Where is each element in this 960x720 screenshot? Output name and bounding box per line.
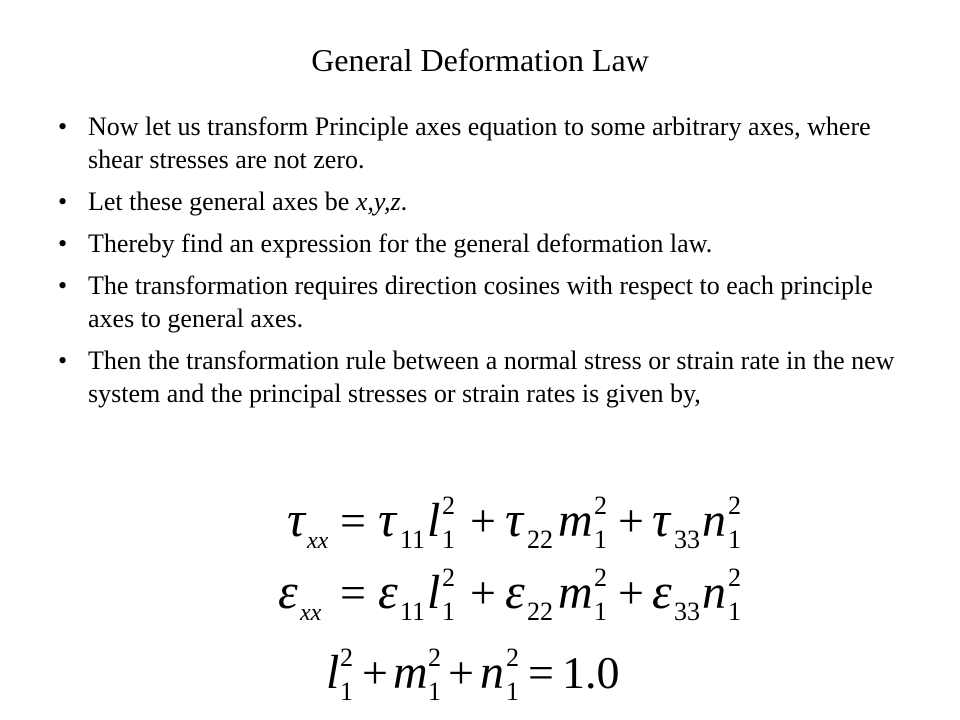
eq-subscript: 1 <box>428 677 441 706</box>
bullet-text: Thereby find an expression for the general deformation law. <box>88 229 713 258</box>
bullet-item <box>58 344 898 410</box>
eq-subscript: xx <box>300 600 322 626</box>
equations-svg <box>0 478 960 718</box>
eq-operator: = <box>340 567 366 618</box>
eq-subscript: 1 <box>728 597 741 626</box>
bullet-text: Now let us transform Principle axes equation to some arbitrary axes, where shear stresses are not zero. <box>88 112 871 174</box>
eq-symbol: ε <box>278 563 298 619</box>
bullet-text-plain: Let these general axes be <box>88 187 356 216</box>
equation-direction-cosine-identity <box>326 643 620 706</box>
slide-title: General Deformation Law <box>311 42 649 78</box>
eq-superscript: 2 <box>442 491 455 520</box>
eq-subscript: 1 <box>442 597 455 626</box>
bullet-text-italic: x,y,z <box>355 187 401 216</box>
eq-superscript: 2 <box>428 643 441 672</box>
eq-operator: + <box>618 567 644 618</box>
eq-subscript: 1 <box>594 525 607 554</box>
bullet-marker: • <box>58 187 68 216</box>
eq-superscript: 2 <box>442 563 455 592</box>
bullet-item <box>58 269 898 335</box>
eq-variable: m <box>558 566 593 619</box>
eq-symbol: τ <box>287 491 305 547</box>
bullet-text <box>88 187 407 216</box>
eq-operator: + <box>448 647 474 698</box>
eq-operator: + <box>362 647 388 698</box>
eq-subscript: 22 <box>527 597 553 626</box>
bullet-marker: • <box>58 112 68 141</box>
eq-superscript: 2 <box>506 643 519 672</box>
eq-subscript: 11 <box>400 597 426 626</box>
eq-symbol: τ <box>378 491 396 547</box>
bullet-item <box>58 110 898 176</box>
bullet-text: The transformation requires direction cosines with respect to each principle axes to general axes. <box>88 271 873 333</box>
equation-strain-rate-transformation <box>278 563 741 626</box>
eq-operator: + <box>618 495 644 546</box>
bullet-item <box>58 227 898 260</box>
eq-superscript: 2 <box>728 563 741 592</box>
eq-symbol: ε <box>652 563 672 619</box>
eq-symbol: ε <box>378 563 398 619</box>
eq-superscript: 2 <box>594 491 607 520</box>
eq-superscript: 2 <box>594 563 607 592</box>
eq-symbol: τ <box>652 491 670 547</box>
eq-variable: l <box>427 494 441 547</box>
eq-operator: = <box>340 495 366 546</box>
eq-symbol: τ <box>505 491 523 547</box>
eq-superscript: 2 <box>340 643 353 672</box>
eq-subscript: 1 <box>594 597 607 626</box>
equation-block <box>0 478 960 718</box>
eq-variable: m <box>558 494 593 547</box>
bullet-item <box>58 185 898 218</box>
eq-subscript: 33 <box>674 525 700 554</box>
eq-operator: + <box>470 567 496 618</box>
eq-subscript: 1 <box>340 677 353 706</box>
eq-subscript: 33 <box>674 597 700 626</box>
eq-variable: n <box>480 646 504 699</box>
eq-subscript: 1 <box>442 525 455 554</box>
eq-subscript: 22 <box>527 525 553 554</box>
eq-subscript: 11 <box>400 525 426 554</box>
eq-subscript: 1 <box>506 677 519 706</box>
bullet-marker: • <box>58 229 68 258</box>
eq-variable: l <box>427 566 441 619</box>
bullet-marker: • <box>58 271 68 300</box>
bullet-text: Then the transformation rule between a normal stress or strain rate in the new system and the principal stresses or strain rates is given by, <box>88 346 895 408</box>
eq-constant: 1.0 <box>562 647 620 698</box>
eq-variable: m <box>393 646 428 699</box>
bullet-marker: • <box>58 346 68 375</box>
bullet-text-plain: . <box>400 187 408 216</box>
bullet-list <box>58 110 898 419</box>
eq-variable: l <box>326 646 340 699</box>
eq-symbol: ε <box>505 563 525 619</box>
eq-subscript: xx <box>307 528 329 554</box>
eq-variable: n <box>702 566 726 619</box>
equation-stress-transformation <box>287 491 741 554</box>
eq-operator: = <box>528 647 554 698</box>
eq-variable: n <box>702 494 726 547</box>
eq-subscript: 1 <box>728 525 741 554</box>
eq-superscript: 2 <box>728 491 741 520</box>
eq-operator: + <box>470 495 496 546</box>
